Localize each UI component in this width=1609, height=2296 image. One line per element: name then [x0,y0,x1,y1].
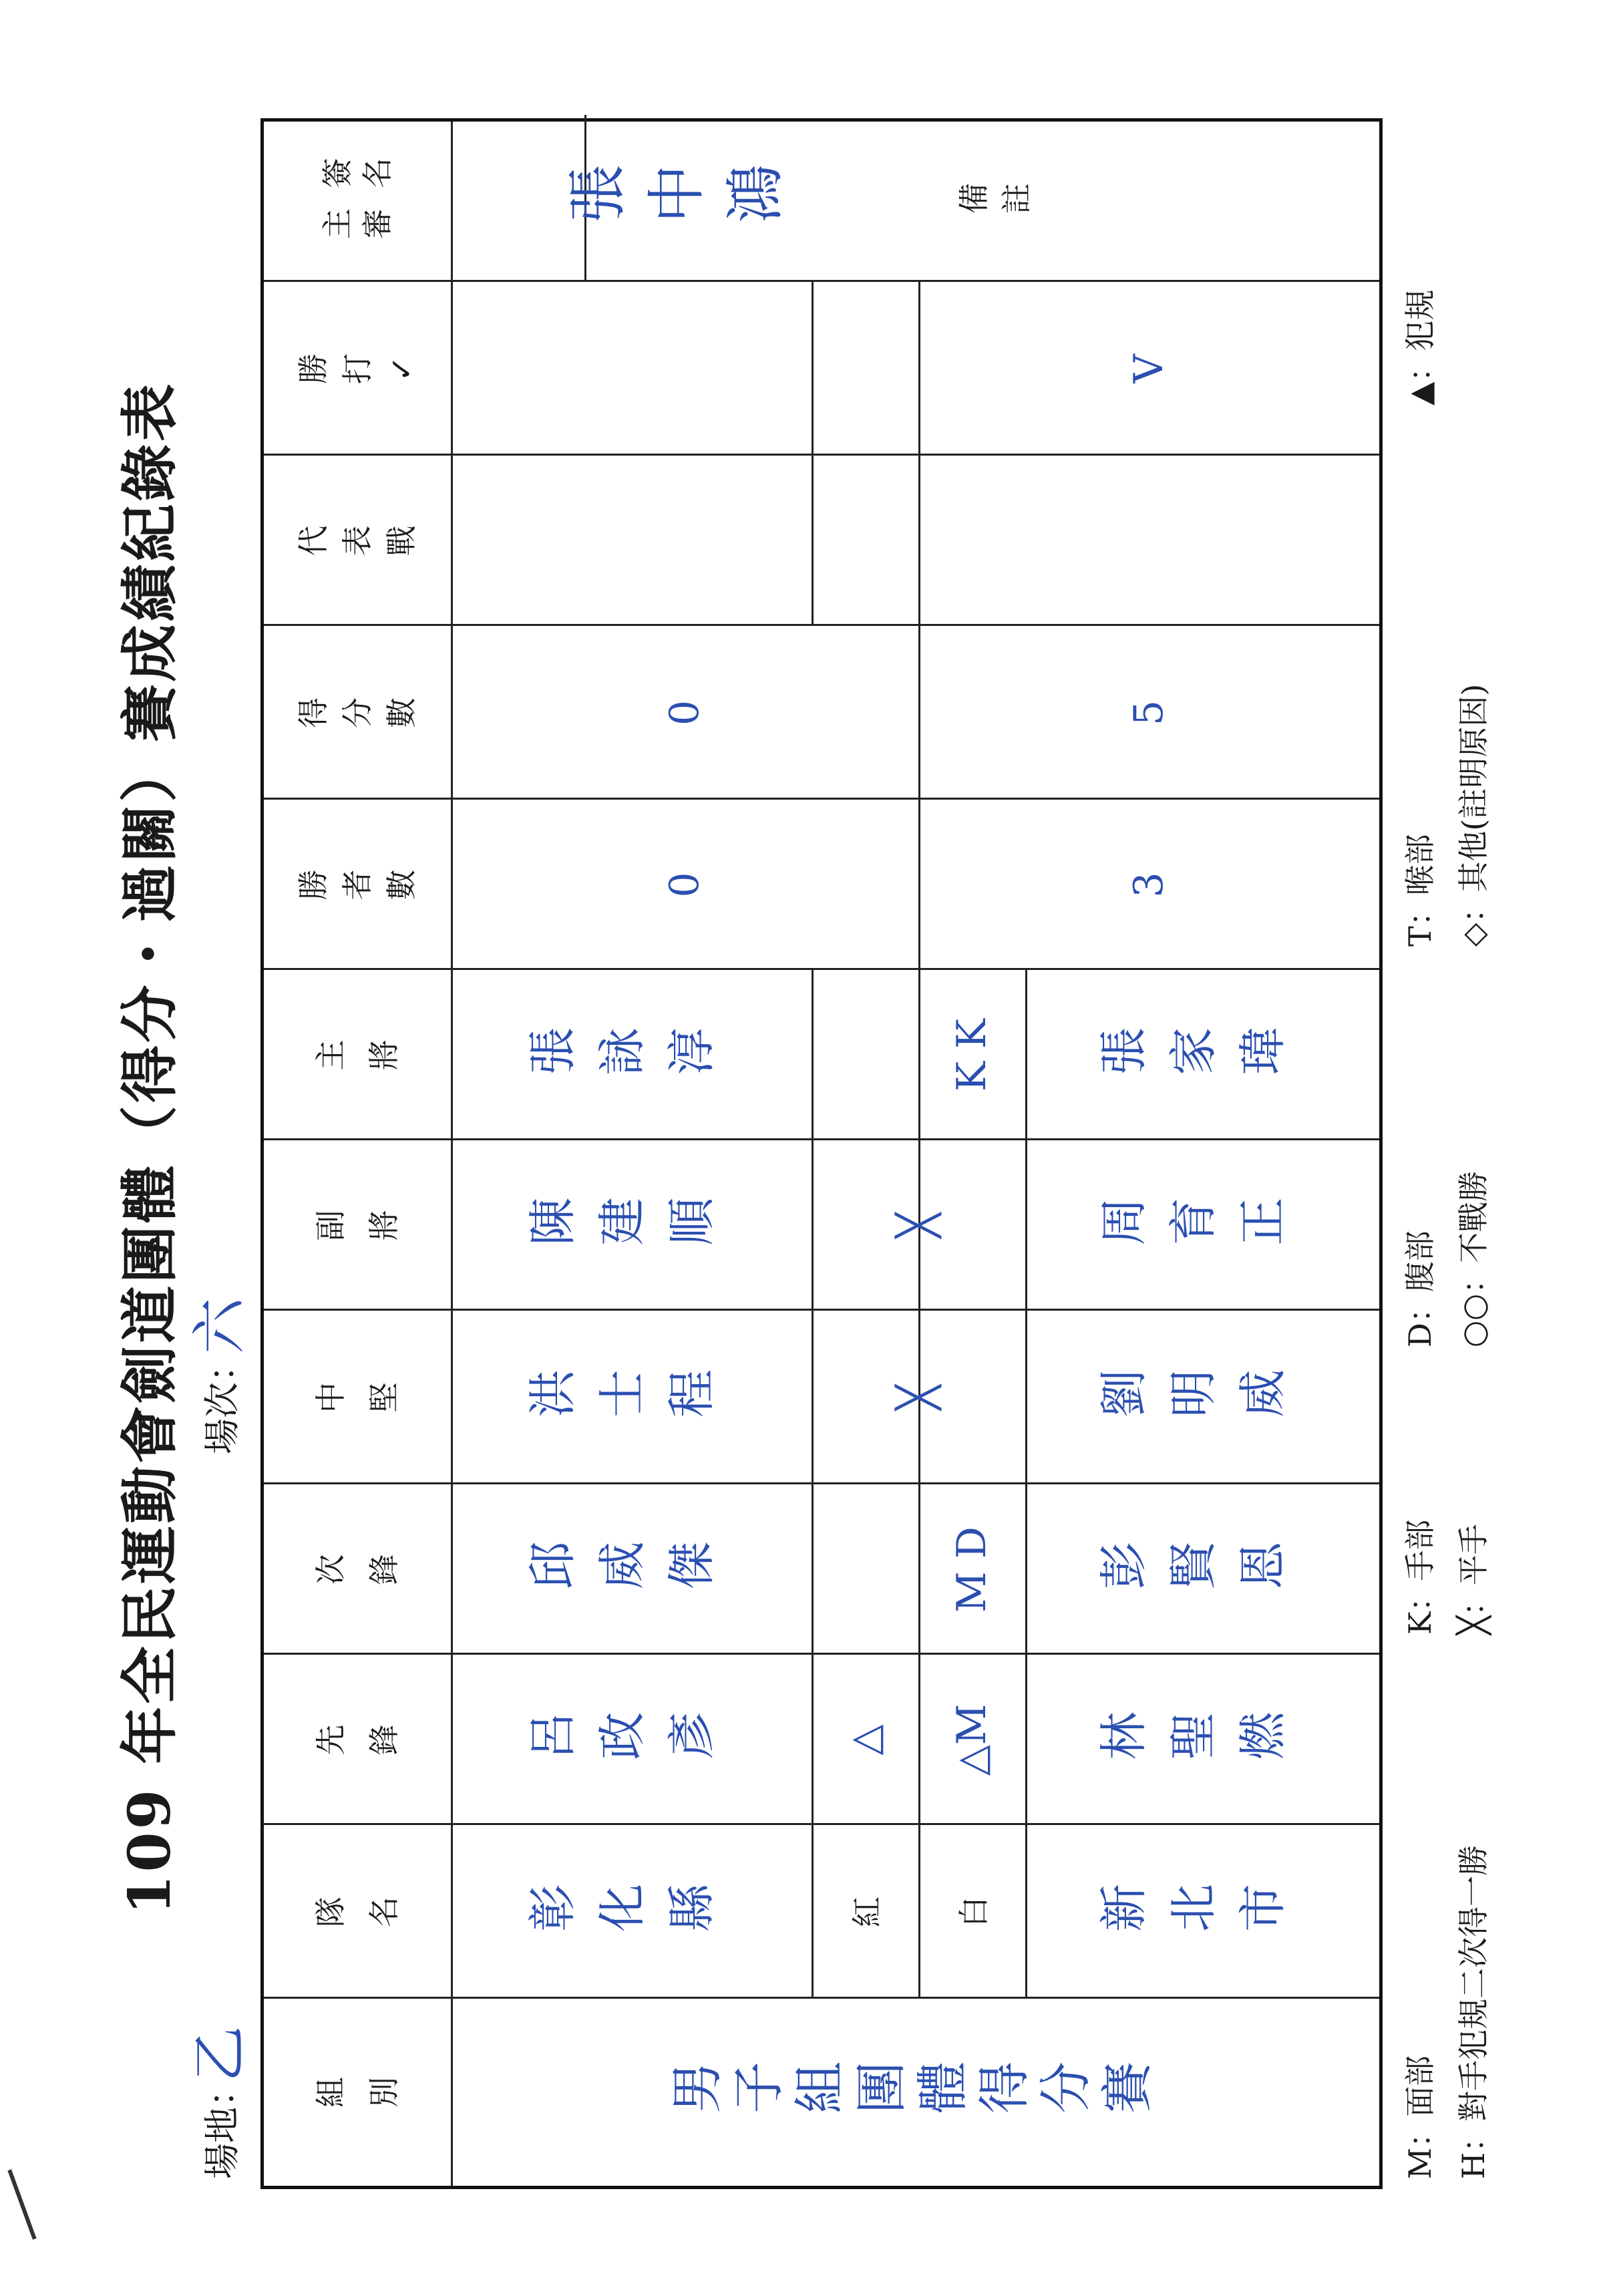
red-label: 紅 [849,1897,885,1927]
header-rep: 代 表 戰 [295,525,419,556]
team2-taisho: 張家瑋 [1098,1027,1306,1084]
header-referee: 主 審 簽 名 [319,158,395,239]
red-mark-senpo: △ [842,1724,888,1756]
venue-value: 乙 [187,2025,252,2082]
team1-name: 彰化縣 [527,1884,735,1940]
red-mark-chuken: ╳ [895,1385,942,1410]
team1-points: 0 [661,699,708,726]
header-jiho: 次 鋒 [313,1554,402,1585]
team1-taisho: 張詠淳 [527,1027,735,1084]
team1-fukusho: 陳建順 [527,1197,735,1254]
red-mark-jiho [812,1484,918,1655]
team2-fukusho: 周育正 [1098,1197,1306,1254]
session-label: 場次： [201,1346,243,1454]
legend-other: ◇：其他(註明原因) [1455,683,1491,947]
referee-signature: 張中鴻 [566,164,803,232]
red-mark-fukusho: ╳ [895,1213,942,1238]
header-team: 隊 名 [313,1897,402,1927]
header-taisho: 主 將 [313,1039,402,1071]
team2-senpo: 林聖燃 [1098,1711,1306,1768]
team2-wins: 3 [1125,872,1172,898]
team1-chuken: 洪士程 [527,1369,735,1426]
header-wins: 勝 者 數 [295,869,419,900]
legend-oo: ○○：不戰勝 [1455,1170,1491,1347]
header-points: 得 分 數 [295,697,419,728]
group-value: 男子組團體得分賽 [669,2062,1161,2122]
team2-name: 新北市 [1098,1884,1306,1940]
legend-foul: ▲：犯規 [1402,289,1438,405]
white-mark-taisho: K K [948,1019,995,1092]
header-fukusho: 副 將 [313,1210,402,1241]
session-value: 六 [187,1297,252,1354]
team1-jiho: 邱威傑 [527,1541,735,1598]
legend-k: K：手部 [1402,1519,1438,1635]
venue-label: 場地： [201,2071,243,2179]
legend-t: T：喉部 [1402,834,1438,947]
legend-d: D：腹部 [1402,1231,1438,1347]
legend-h: H：對手犯規二次得一勝 [1455,1844,1491,2179]
team1-senpo: 呂政彥 [527,1711,735,1768]
sheet-title: 109 年全民運動會劍道團體（得分・過關）賽成績紀錄表 [116,381,184,1915]
header-remarks: 備 註 [956,183,1035,214]
header-winner: 勝 打 ✓ [295,353,419,384]
header-group: 組 別 [313,2077,402,2108]
white-label: 白 [956,1897,992,1927]
header-chuken: 中 堅 [313,1382,402,1413]
team2-chuken: 劉明威 [1098,1369,1306,1426]
team2-points: 5 [1125,699,1172,726]
team2-jiho: 彭賢恩 [1098,1541,1306,1598]
team2-winner-mark: V [1125,354,1172,383]
white-mark-jiho: M D [948,1526,995,1613]
legend-x: ╳：平手 [1455,1524,1491,1635]
score-table [260,118,1383,2189]
white-mark-senpo: △M [948,1703,995,1776]
team1-wins: 0 [661,872,708,898]
header-senpo: 先 鋒 [313,1724,402,1756]
red-mark-taisho [812,970,918,1140]
legend-m: M：面部 [1402,2055,1438,2179]
